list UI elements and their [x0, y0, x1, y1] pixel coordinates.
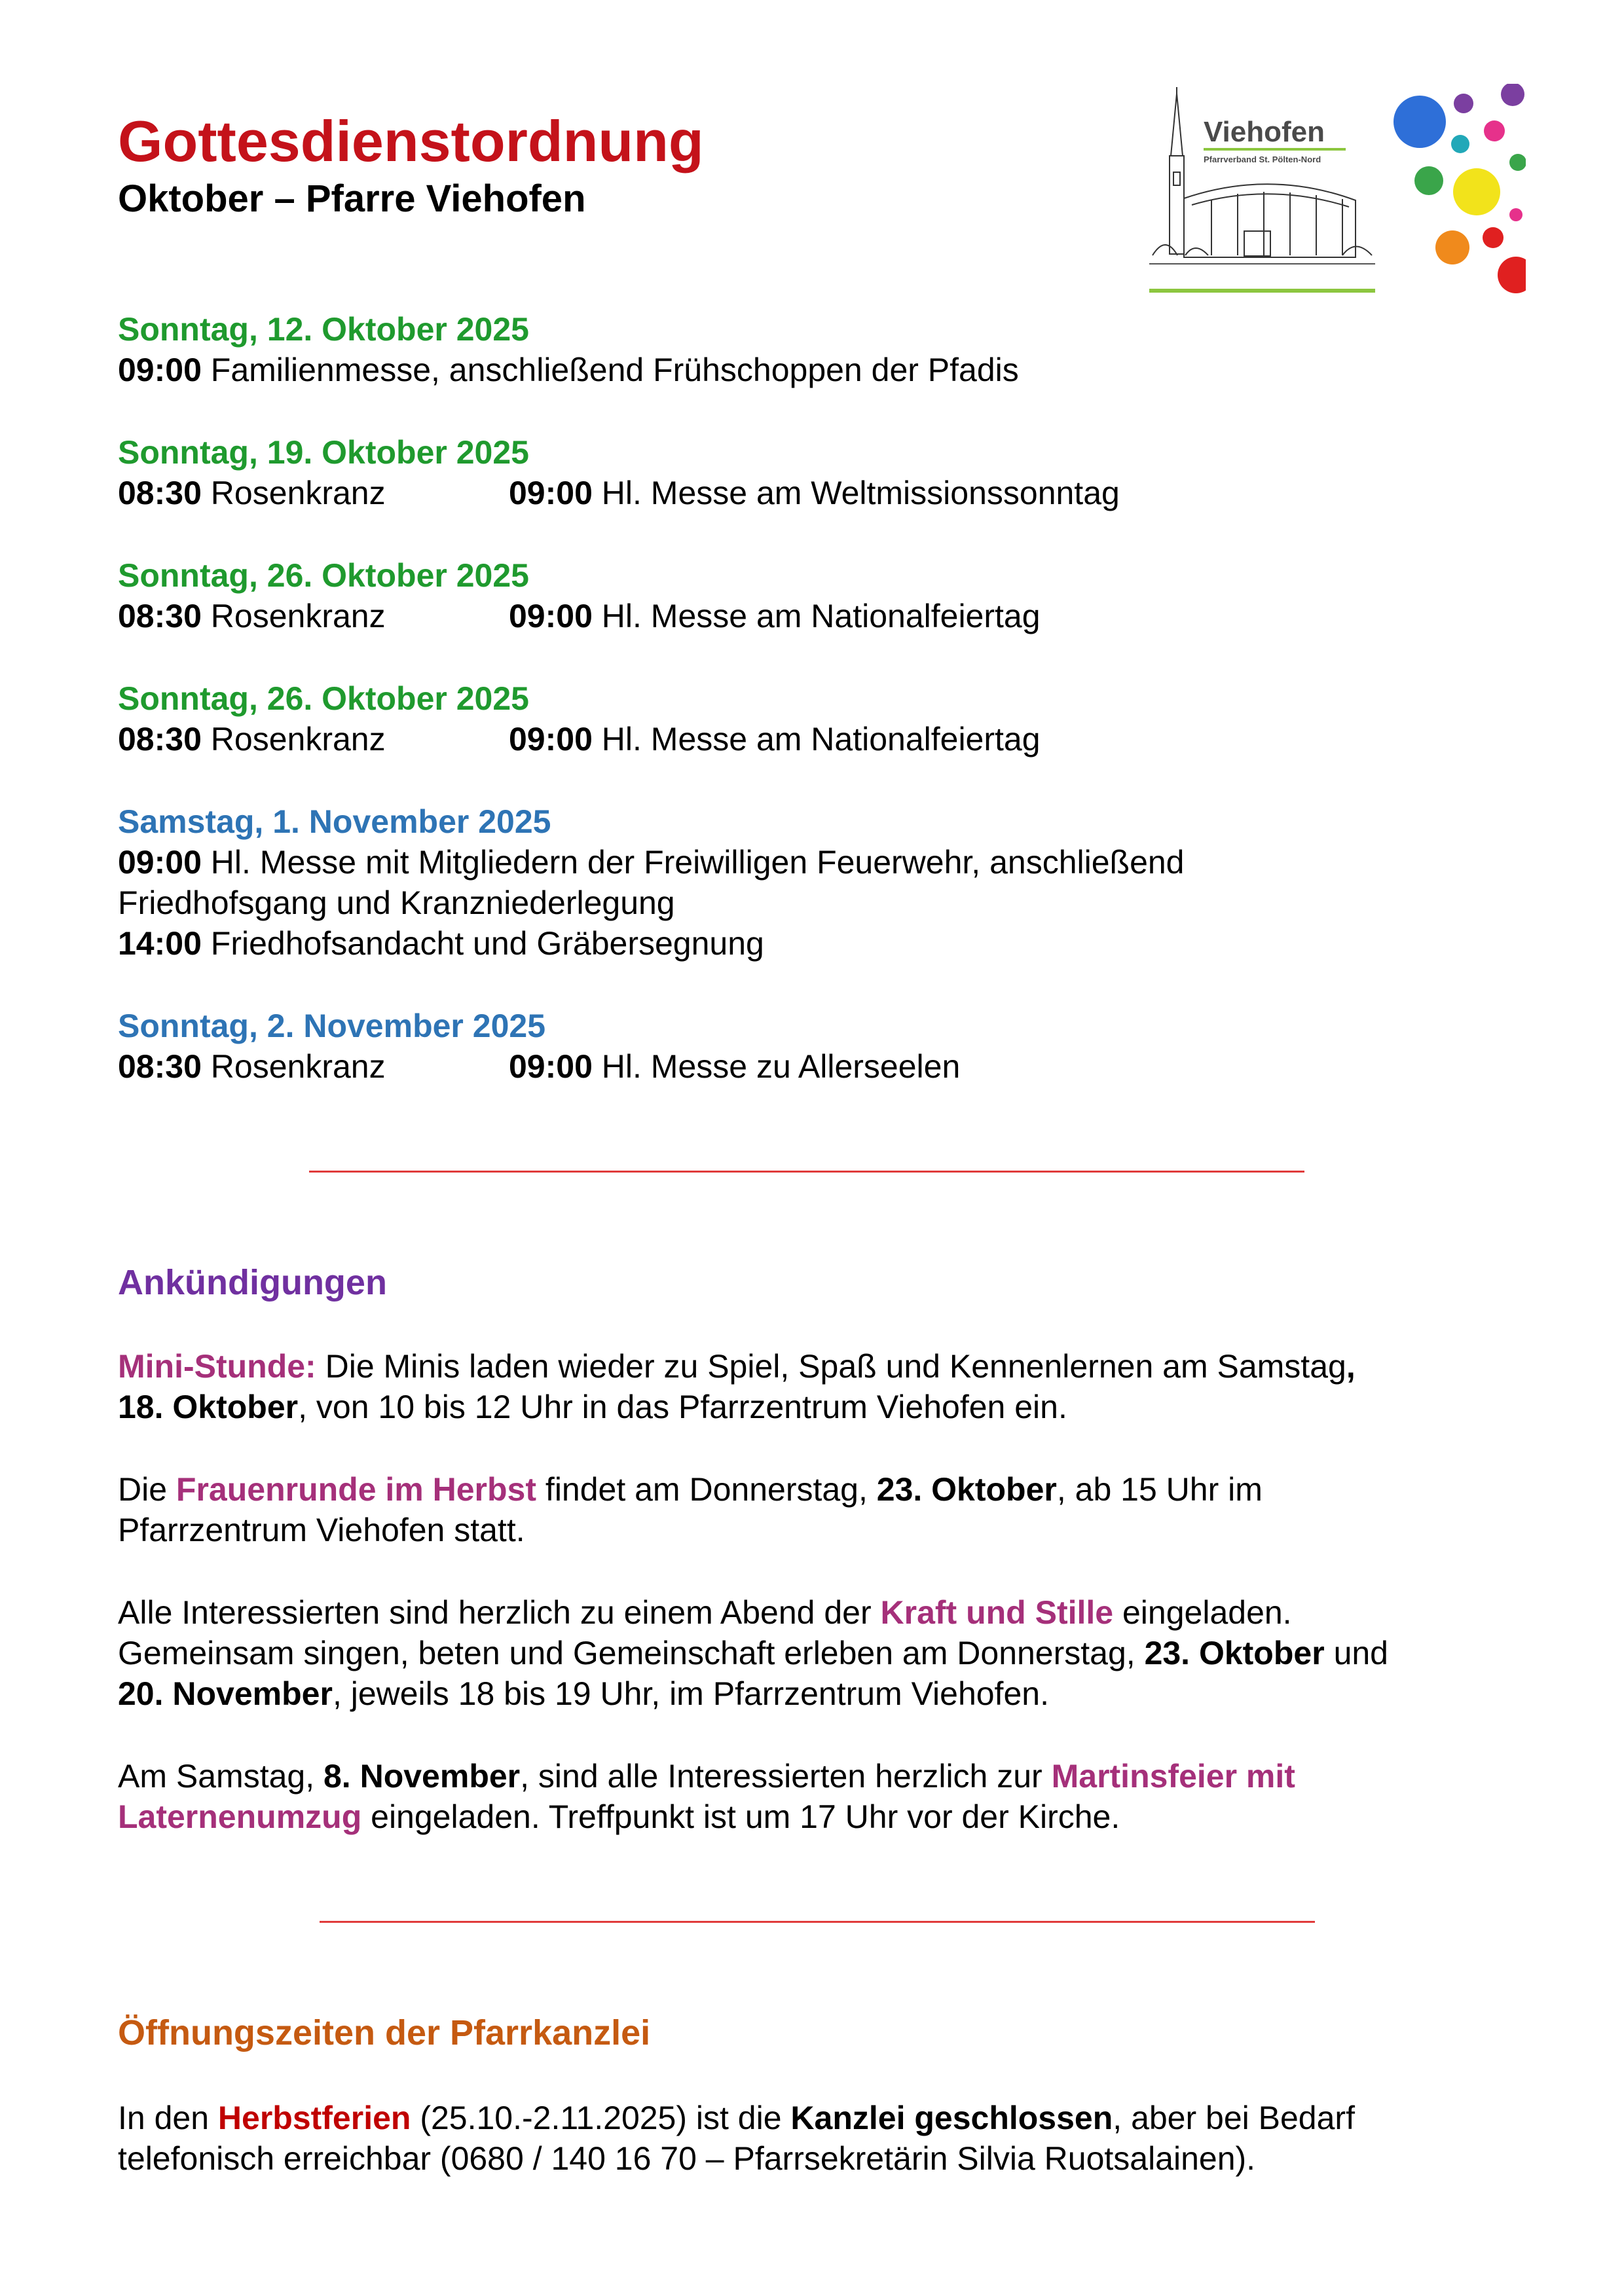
schedule-entry [118, 1006, 1513, 1087]
schedule-date: Sonntag, 26. Oktober 2025 [118, 557, 529, 594]
highlight-label: Laternenumzug [118, 1798, 362, 1835]
office-hours-text [118, 2098, 1519, 2179]
second-event [509, 596, 1041, 636]
second-event [509, 1046, 960, 1087]
office-hours-heading: Öffnungszeiten der Pfarrkanzlei [118, 2013, 651, 2052]
date-bold: 8. November [323, 1758, 521, 1795]
schedule-line [118, 923, 1513, 964]
schedule-line [118, 842, 1513, 883]
text: , sind alle Interessierten herzlich zur [520, 1758, 1052, 1795]
time: 09:00 [118, 844, 202, 881]
text: eingeladen. Treffpunkt ist um 17 Uhr vor der Kirche. [361, 1798, 1120, 1835]
logo-name: Viehofen [1204, 116, 1325, 148]
event-text: Rosenkranz [210, 721, 386, 757]
text: , von 10 bis 12 Uhr in das Pfarrzentrum Viehofen ein. [298, 1389, 1067, 1425]
text: In den [118, 2100, 218, 2136]
text-bold: Kanzlei geschlossen [790, 2100, 1113, 2136]
schedule-date: Sonntag, 26. Oktober 2025 [118, 680, 529, 717]
schedule-entry [118, 309, 1513, 390]
time: 08:30 [118, 721, 202, 757]
event-text: Rosenkranz [210, 475, 386, 511]
event-text: Hl. Messe am Nationalfeiertag [601, 721, 1041, 757]
text: Am Samstag, [118, 1758, 323, 1795]
highlight-label: Herbstferien [217, 2100, 411, 2136]
schedule-line [118, 1046, 1513, 1087]
event-text: Friedhofsandacht und Gräbersegnung [210, 925, 764, 962]
second-event [509, 719, 1041, 759]
event-text: Hl. Messe am Weltmissionssonntag [601, 475, 1120, 511]
text: Pfarrzentrum Viehofen statt. [118, 1512, 525, 1548]
text: findet am Donnerstag, [536, 1471, 877, 1508]
announcement-mini [118, 1346, 1519, 1427]
schedule-date: Sonntag, 12. Oktober 2025 [118, 311, 529, 348]
schedule-entry [118, 678, 1513, 759]
announcement-martinsfeier [118, 1756, 1519, 1837]
event-text: Hl. Messe zu Allerseelen [601, 1048, 961, 1085]
schedule-line [118, 719, 1513, 759]
highlight-label: Frauenrunde im Herbst [175, 1471, 537, 1508]
time: 08:30 [118, 475, 202, 511]
date-bold: 23. Oktober [1144, 1635, 1325, 1671]
text: , aber bei Bedarf [1113, 2100, 1355, 2136]
schedule-line [118, 883, 1513, 923]
schedule-entry [118, 555, 1513, 636]
text: eingeladen. [1113, 1594, 1292, 1631]
time: 09:00 [509, 721, 593, 757]
separator-line [320, 1921, 1315, 1923]
announcement-frauenrunde [118, 1469, 1519, 1550]
event-text: Rosenkranz [210, 598, 386, 634]
text: (25.10.-2.11.2025) ist die [411, 2100, 791, 2136]
text: , [1346, 1348, 1356, 1385]
schedule-date: Sonntag, 2. November 2025 [118, 1008, 546, 1044]
schedule-entry [118, 801, 1513, 964]
text: und [1324, 1635, 1388, 1671]
page-title: Gottesdienstordnung [118, 109, 704, 173]
schedule-date: Sonntag, 19. Oktober 2025 [118, 434, 529, 471]
schedule-date: Samstag, 1. November 2025 [118, 803, 551, 840]
time: 09:00 [509, 1048, 593, 1085]
highlight-label: Mini-Stunde: [118, 1348, 316, 1385]
church-drawing-icon [1149, 87, 1375, 264]
schedule-entry [118, 432, 1513, 513]
event-text: Familienmesse, anschließend Frühschoppen der Pfadis [210, 352, 1019, 388]
schedule-line [118, 473, 1513, 513]
text: Die Minis laden wieder zu Spiel, Spaß und Kennenlernen am Samstag [316, 1348, 1346, 1385]
highlight-label: Kraft und Stille [880, 1594, 1114, 1631]
time: 09:00 [118, 352, 202, 388]
text: telefonisch erreichbar (0680 / 140 16 70 – Pfarrsekretärin Silvia Ruotsalainen). [118, 2140, 1256, 2177]
colored-dots-icon [1393, 84, 1526, 293]
date-bold: 18. Oktober [118, 1389, 299, 1425]
time: 14:00 [118, 925, 202, 962]
parish-logo [1146, 84, 1526, 300]
logo-tagline: Pfarrverband St. Pölten-Nord [1204, 155, 1321, 164]
time: 09:00 [509, 475, 593, 511]
date-bold: 23. Oktober [876, 1471, 1057, 1508]
separator-line [309, 1171, 1304, 1173]
time: 08:30 [118, 598, 202, 634]
text: Die [118, 1471, 176, 1508]
text: , ab 15 Uhr im [1056, 1471, 1263, 1508]
event-text: Friedhofsgang und Kranzniederlegung [118, 884, 675, 921]
announcements-heading: Ankündigungen [118, 1263, 387, 1302]
highlight-label: Martinsfeier mit [1051, 1758, 1295, 1795]
date-bold: 20. November [118, 1675, 333, 1712]
second-event [509, 473, 1120, 513]
text: Alle Interessierten sind herzlich zu einem Abend der [118, 1594, 881, 1631]
text: Gemeinsam singen, beten und Gemeinschaft erleben am Donnerstag, [118, 1635, 1145, 1671]
page-subtitle: Oktober – Pfarre Viehofen [118, 177, 586, 220]
schedule-line [118, 596, 1513, 636]
text: , jeweils 18 bis 19 Uhr, im Pfarrzentrum Viehofen. [332, 1675, 1049, 1712]
event-text: Hl. Messe mit Mitgliedern der Freiwilligen Feuerwehr, anschließend [210, 844, 1185, 881]
schedule-line [118, 350, 1513, 390]
time: 08:30 [118, 1048, 202, 1085]
event-text: Hl. Messe am Nationalfeiertag [601, 598, 1041, 634]
event-text: Rosenkranz [210, 1048, 386, 1085]
announcement-kraft-und-stille [118, 1592, 1519, 1714]
time: 09:00 [509, 598, 593, 634]
